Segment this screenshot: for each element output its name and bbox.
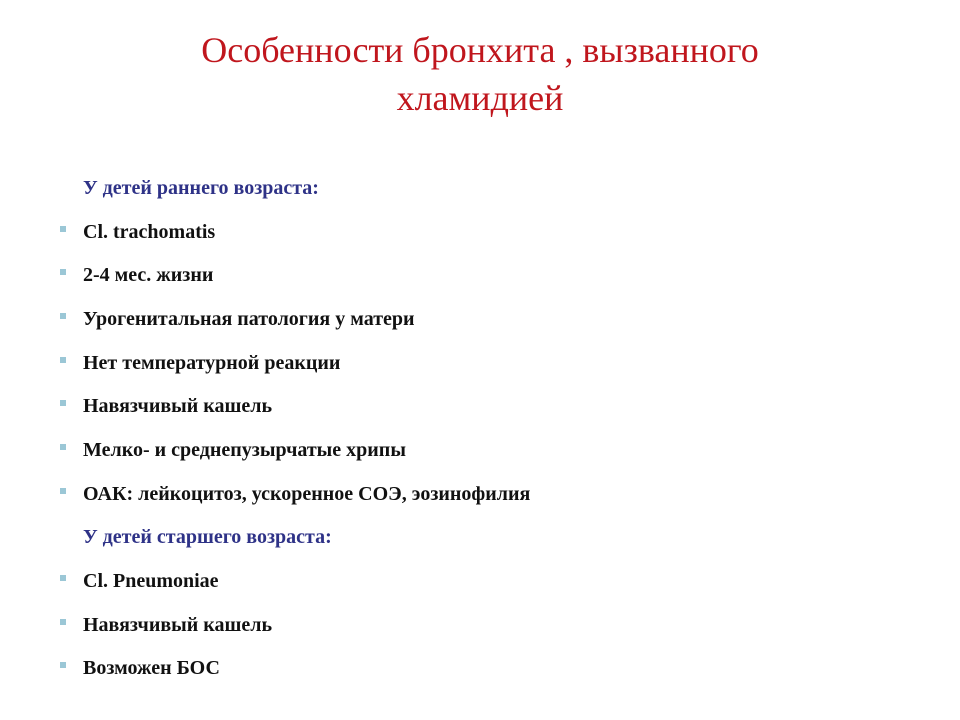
square-bullet-icon (60, 400, 66, 406)
list-item (0, 297, 960, 341)
square-bullet-icon (60, 269, 66, 275)
square-bullet-icon (60, 444, 66, 450)
list-item-text: Урогенитальная патология у матери (83, 307, 415, 330)
list-item-text: Возможен БОС (83, 657, 220, 680)
square-bullet-icon (60, 488, 66, 494)
list-item (0, 472, 960, 516)
list-item (0, 647, 960, 691)
list-item-text: Навязчивый кашель (83, 613, 273, 636)
square-bullet-icon (60, 313, 66, 319)
square-bullet-icon (60, 357, 66, 363)
section-heading-text: У детей раннего возраста: (83, 176, 319, 199)
list-item-text: Навязчивый кашель (83, 395, 273, 418)
list-item-text: Нет температурной реакции (83, 351, 341, 374)
list-item-text: ОАК: лейкоцитоз, ускоренное СОЭ, эозинофилия (83, 482, 531, 505)
section-heading-older-age (0, 516, 960, 560)
list-item-text: Мелко- и среднепузырчатые хрипы (83, 438, 406, 461)
list-item (0, 253, 960, 297)
list-item (0, 559, 960, 603)
slide-title (60, 26, 900, 122)
square-bullet-icon (60, 575, 66, 581)
slide-content (0, 166, 960, 690)
list-item (0, 603, 960, 647)
slide-title-line-2: хламидией (396, 78, 564, 118)
square-bullet-icon (60, 619, 66, 625)
section-heading-text: У детей старшего возраста: (83, 526, 332, 549)
square-bullet-icon (60, 662, 66, 668)
square-bullet-icon (60, 226, 66, 232)
list-item-text: 2-4 мес. жизни (83, 264, 214, 287)
section-heading-early-age (0, 166, 960, 210)
list-item (0, 210, 960, 254)
slide-title-line-1: Особенности бронхита , вызванного (201, 30, 759, 70)
list-item-text: Cl. trachomatis (83, 220, 216, 243)
list-item (0, 341, 960, 385)
list-item (0, 428, 960, 472)
list-item (0, 384, 960, 428)
list-item-text: Cl. Pneumoniae (83, 570, 219, 593)
